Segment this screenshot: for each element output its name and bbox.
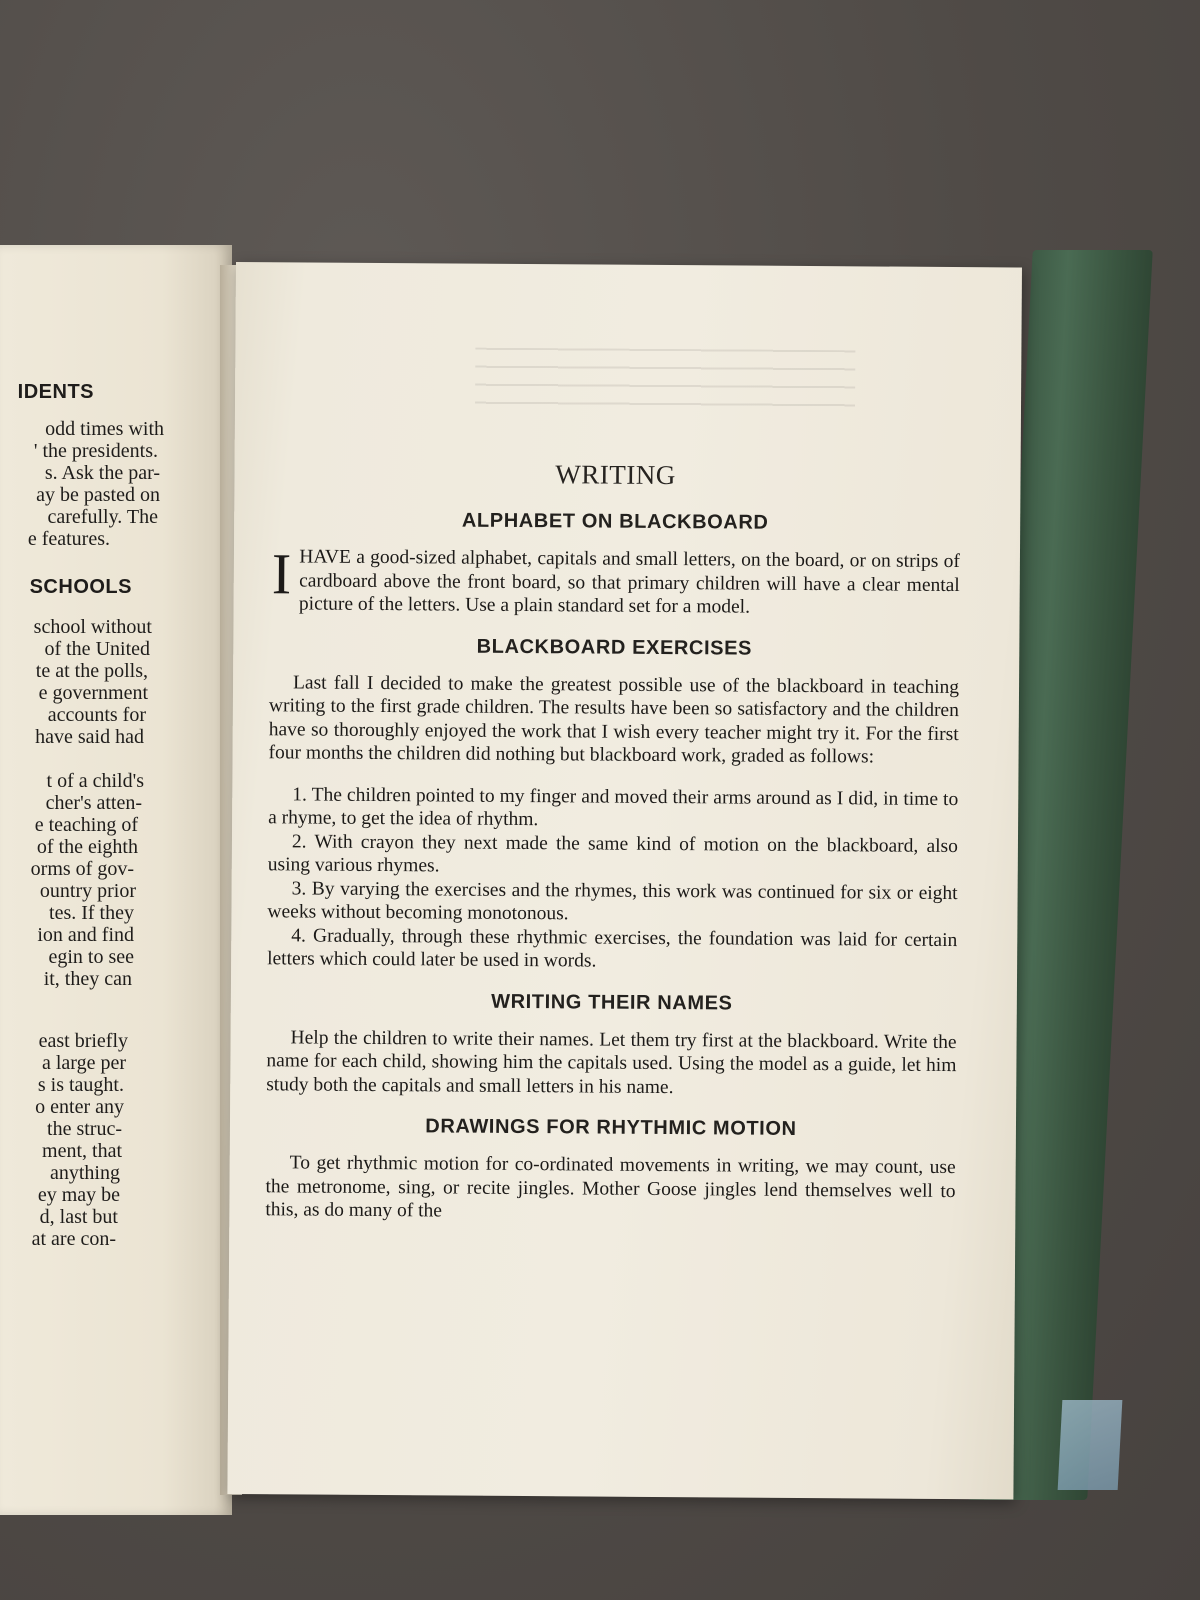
left-page <box>0 245 232 1515</box>
list-item: 3. By varying the exercises and the rhymes, this work was continued for six or eight weeks without becoming monotonous. <box>267 877 958 925</box>
page-title: WRITING <box>555 459 676 491</box>
drop-cap: I <box>271 541 292 607</box>
left-page-line: of the eighth <box>36 836 138 858</box>
left-page-line: ountry prior <box>39 880 136 902</box>
left-page-heading: SCHOOLS <box>29 576 132 598</box>
paragraph-alphabet <box>270 541 960 620</box>
section-heading-alphabet: ALPHABET ON BLACKBOARD <box>461 509 769 534</box>
left-page-line: egin to see <box>48 946 134 968</box>
left-page-line: ion and find <box>37 924 134 946</box>
left-page-line: tes. If they <box>49 902 134 924</box>
left-page-line: ' the presidents. <box>33 440 158 462</box>
section-heading-rhythmic: DRAWINGS FOR RHYTHMIC MOTION <box>425 1115 797 1140</box>
section-heading-exercises: BLACKBOARD EXERCISES <box>476 635 753 660</box>
left-page-line: cher's atten- <box>45 792 142 814</box>
left-page-line: ey may be <box>37 1184 120 1206</box>
left-page-line: d, last but <box>39 1206 118 1228</box>
left-page-line: s. Ask the par- <box>44 462 160 484</box>
left-page-line: carefully. The <box>47 506 158 528</box>
left-page-line: a large per <box>41 1052 126 1074</box>
left-page-line: school without <box>33 616 152 638</box>
left-page-line: of the United <box>44 638 150 660</box>
left-page-line: o enter any <box>35 1096 124 1118</box>
left-page-line: accounts for <box>47 704 146 726</box>
left-page-line: east briefly <box>38 1030 128 1052</box>
left-page-heading: IDENTS <box>17 381 94 403</box>
exercise-list <box>267 783 958 976</box>
left-page-line: orms of gov- <box>30 858 134 880</box>
left-page-line: odd times with <box>45 418 164 440</box>
paragraph-names: Help the children to write their names. Let them try first at the blackboard. Write the name for each child, showing him the capitals used. Using the model as a guide, let him study both the capitals and small letters in his name. <box>266 1026 957 1098</box>
show-through-text <box>475 348 855 411</box>
left-page-line: t of a child's <box>46 770 144 792</box>
left-page-line: at are con- <box>31 1228 116 1250</box>
left-page-line: ment, that <box>42 1140 122 1162</box>
left-page-line: e government <box>38 682 148 704</box>
left-page-line: have said had <box>35 726 144 748</box>
paragraph-rhythmic: To get rhythmic motion for co-ordinated movements in writing, we may count, use the metronome, sing, or recite jingles. Mother Goose jingles lend themselves well to this, as do many of the <box>265 1152 956 1222</box>
page-content <box>265 457 960 1244</box>
left-page-line: e teaching of <box>34 814 138 836</box>
cover-corner <box>1058 1400 1123 1490</box>
right-page <box>227 262 1022 1499</box>
left-page-line: anything <box>50 1162 120 1184</box>
left-page-line: the struc- <box>47 1118 122 1140</box>
left-page-line: te at the polls, <box>35 660 148 682</box>
list-item: 2. With crayon they next made the same kind of motion on the blackboard, also using various rhymes. <box>267 830 959 877</box>
list-item: 4. Gradually, through these rhythmic exercises, the foundation was laid for certain letters which could later be used in words. <box>267 924 958 972</box>
list-item: 1. The children pointed to my finger and moved their arms around as I did, in time to a rhyme, to get the idea of rhythm. <box>268 783 959 831</box>
left-page-line: e features. <box>27 528 110 550</box>
left-page-line: s is taught. <box>37 1074 124 1096</box>
paragraph-exercises: Last fall I decided to make the greatest possible use of the blackboard in teaching writing to the first grade children. The results have been so satisfactory and the children have so thoroughly enjoyed the work that I wish every teacher might try it. For the first four months the children did nothing but blackboard work, graded as follows: <box>268 671 960 768</box>
section-heading-names: WRITING THEIR NAMES <box>491 990 733 1014</box>
left-page-line: ay be pasted on <box>36 484 160 506</box>
left-page-line: it, they can <box>43 968 132 990</box>
paragraph-text: HAVE a good-sized alphabet, capitals and small letters, on the board, or on strips of cardboard above the front board, so that primary children will have a clear mental picture of the letters. Use a plain standard set for a model. <box>298 546 960 618</box>
